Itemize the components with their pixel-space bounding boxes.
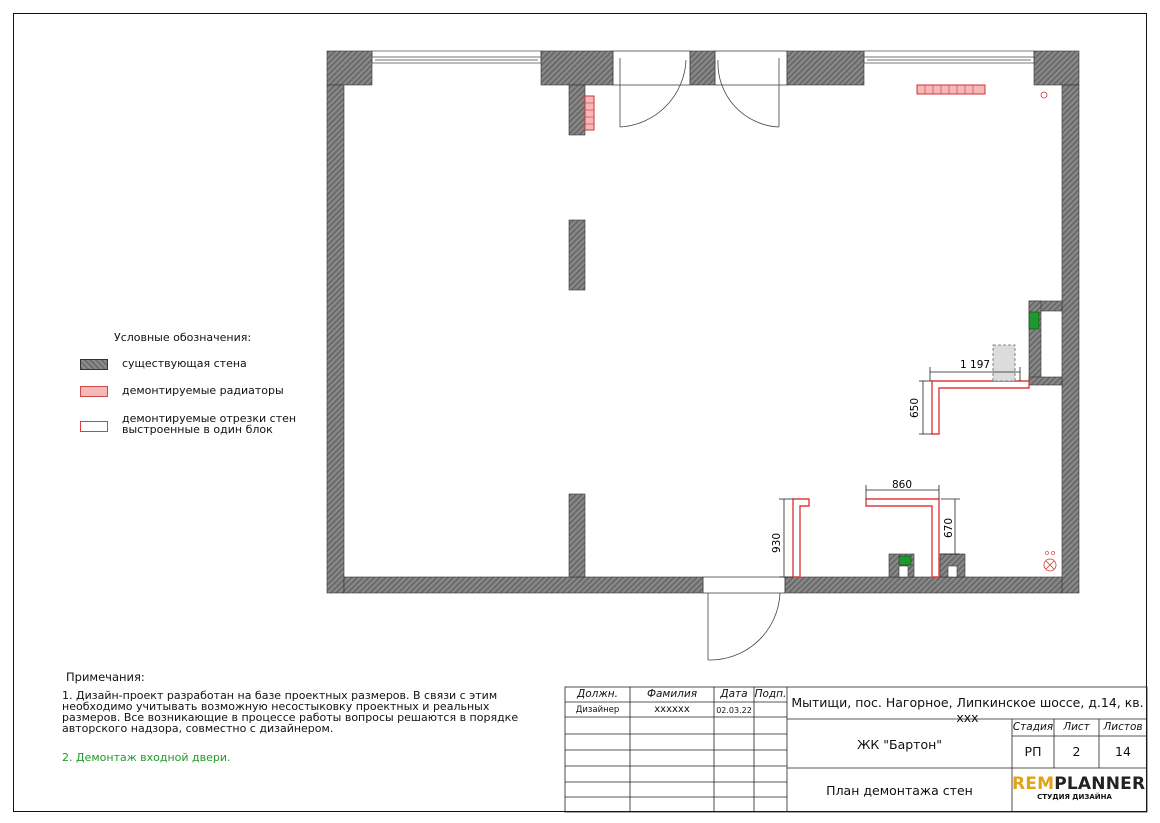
sheets-header: Листов xyxy=(1103,721,1143,733)
dimension-650: 650 xyxy=(909,397,921,418)
stage-value: РП xyxy=(1024,744,1042,759)
legend-label: существующая стена xyxy=(122,357,247,370)
doors xyxy=(613,51,787,660)
sheets-value: 14 xyxy=(1115,744,1131,759)
radiators xyxy=(585,85,985,130)
wall-swatch-icon xyxy=(80,359,108,370)
legend-label: демонтируемые радиаторы xyxy=(122,384,284,397)
designer-date: 02.03.22 xyxy=(716,706,752,715)
dimension-860: 860 xyxy=(892,479,913,491)
logo-part-planner: PLANNER xyxy=(1054,774,1146,794)
sheet-header: Лист xyxy=(1063,721,1090,733)
stage-header: Стадия xyxy=(1012,721,1054,733)
col-position-header: Должн. xyxy=(576,688,618,700)
drawing-title: План демонтажа стен xyxy=(826,783,973,798)
legend-title: Условные обозначения: xyxy=(114,331,252,344)
col-sign-header: Подп. xyxy=(754,688,787,700)
col-date-header: Дата xyxy=(720,688,748,700)
note-1: 1. Дизайн-проект разработан на базе проектных размеров. В связи с этим необходимо учитывать возможную несостыковку проектных и реальных размеров. Все возникающие в процессе работы вопросы решаются в порядке авторского надзора, совместно с дизайнером. xyxy=(62,689,519,735)
designer-name: xxxxxx xyxy=(654,704,690,715)
logo-part-rem: REM xyxy=(1012,774,1055,794)
note-2: 2. Демонтаж входной двери. xyxy=(62,751,231,764)
dimension-lines xyxy=(779,367,1020,577)
col-surname-header: Фамилия xyxy=(646,688,698,700)
residential-complex: ЖК "Бартон" xyxy=(856,737,943,752)
remplanner-logo xyxy=(1012,774,1146,801)
dimension-670: 670 xyxy=(943,517,955,538)
project-address: Мытищи, пос. Нагорное, Липкинское шоссе, д.14, кв. ххх xyxy=(791,695,1144,725)
dimension-930: 930 xyxy=(771,532,783,553)
radiator-swatch-icon xyxy=(80,386,108,397)
legend-item-radiator xyxy=(80,385,284,397)
legend-item-segment xyxy=(80,413,312,435)
legend-label: демонтируемые отрезки стен выстроенные в один блок xyxy=(122,412,297,436)
existing-walls xyxy=(327,51,1079,593)
legend-item-wall xyxy=(80,358,247,370)
dimension-1197: 1 197 xyxy=(960,359,991,371)
designer-role: Дизайнер xyxy=(575,705,620,715)
logo-subtitle: СТУДИЯ ДИЗАЙНА xyxy=(1037,793,1112,801)
segment-swatch-icon xyxy=(80,421,108,432)
sheet-value: 2 xyxy=(1072,744,1081,759)
notes-title: Примечания: xyxy=(66,670,145,684)
